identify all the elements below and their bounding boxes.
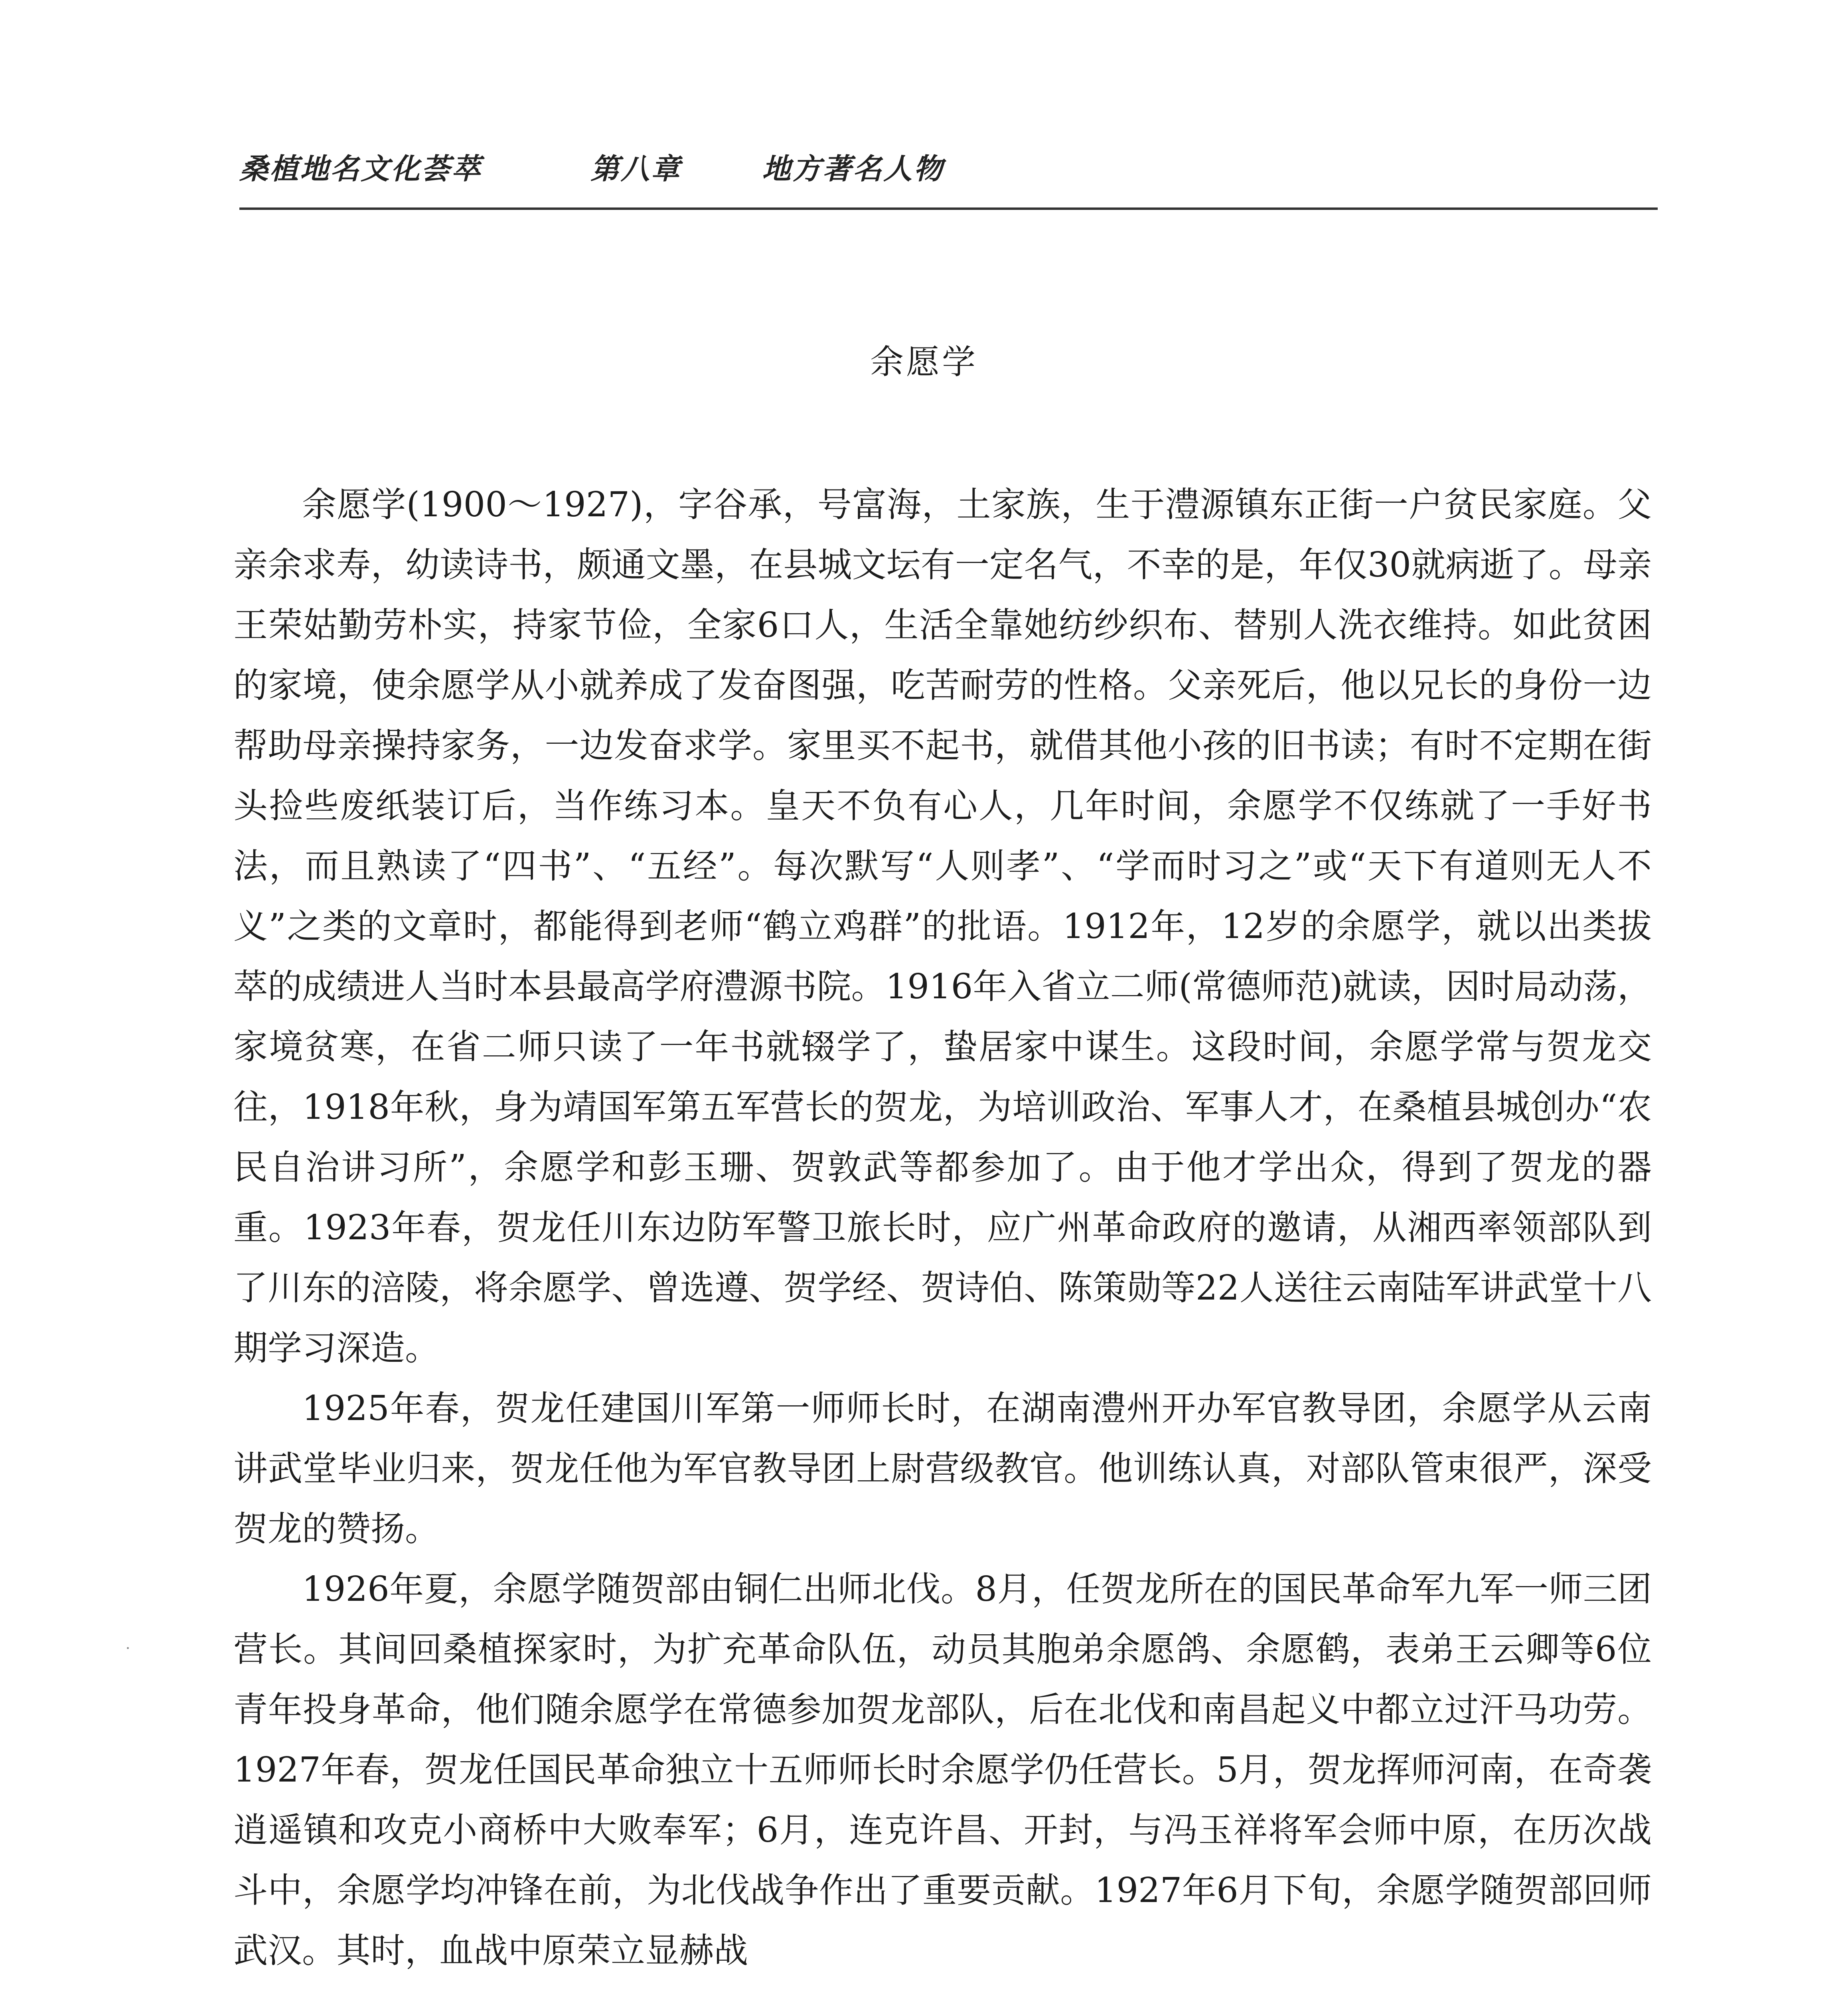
paragraph-2: 1925年春，贺龙任建国川军第一师师长时，在湖南澧州开办军官教导团，余愿学从云南讲武堂毕业归来，贺龙任他为军官教导团上尉营级教官。他训练认真，对部队管束很严，深受贺龙的赞扬。 [233,1389,1652,1549]
header-book-title: 桑植地名文化荟萃 [239,152,482,186]
header-chapter: 第八章 [590,152,682,186]
scan-speck [127,1647,129,1649]
paragraph-3: 1926年夏，余愿学随贺部由铜仁出师北伐。8月，任贺龙所在的国民革命军九军一师三团营长。其间回桑植探家时，为扩充革命队伍，动员其胞弟余愿鸽、余愿鹤，表弟王云卿等6位青年投身革命，他们随余愿学在常德参加贺龙部队，后在北伐和南昌起义中都立过汗马功劳。1927年春，贺龙任国民革命独立十五师师长时余愿学仍任营长。5月，贺龙挥师河南，在奇袭逍遥镇和攻克小商桥中大败奉军；6月，连克许昌、开封，与冯玉祥将军会师中原，在历次战斗中，余愿学均冲锋在前，为北伐战争作出了重要贡献。1927年6月下旬，余愿学随贺部回师武汉。其时，血战中原荣立显赫战 [233,1569,1652,1971]
header-divider [239,207,1658,210]
article-title: 余愿学 [870,342,978,381]
running-header [239,146,1660,194]
header-section-title: 地方著名人物 [762,152,944,186]
article-body [233,475,1652,1981]
paragraph-1: 余愿学(1900～1927)，字谷承，号富海，土家族，生于澧源镇东正街一户贫民家庭。父亲余求寿，幼读诗书，颇通文墨，在县城文坛有一定名气，不幸的是，年仅30就病逝了。母亲王荣姑勤劳朴实，持家节俭，全家6口人，生活全靠她纺纱织布、替别人洗衣维持。如此贫困的家境，使余愿学从小就养成了发奋图强，吃苦耐劳的性格。父亲死后，他以兄长的身份一边帮助母亲操持家务，一边发奋求学。家里买不起书，就借其他小孩的旧书读；有时不定期在街头捡些废纸装订后，当作练习本。皇天不负有心人，几年时间，余愿学不仅练就了一手好书法，而且熟读了“四书”、“五经”。每次默写“人则孝”、“学而时习之”或“天下有道则无人不义”之类的文章时，都能得到老师“鹤立鸡群”的批语。1912年，12岁的余愿学，就以出类拔萃的成绩进人当时本县最高学府澧源书院。1916年入省立二师(常德师范)就读，因时局动荡，家境贫寒，在省二师只读了一年书就辍学了，蛰居家中谋生。这段时间，余愿学常与贺龙交往，1918年秋，身为靖国军第五军营长的贺龙，为培训政治、军事人才，在桑植县城创办“农民自治讲习所”，余愿学和彭玉珊、贺敦武等都参加了。由于他才学出众，得到了贺龙的器重。1923年春，贺龙任川东边防军警卫旅长时，应广州革命政府的邀请，从湘西率领部队到了川东的涪陵，将余愿学、曾选遵、贺学经、贺诗伯、陈策勋等22人送往云南陆军讲武堂十八期学习深造。 [233,485,1652,1368]
